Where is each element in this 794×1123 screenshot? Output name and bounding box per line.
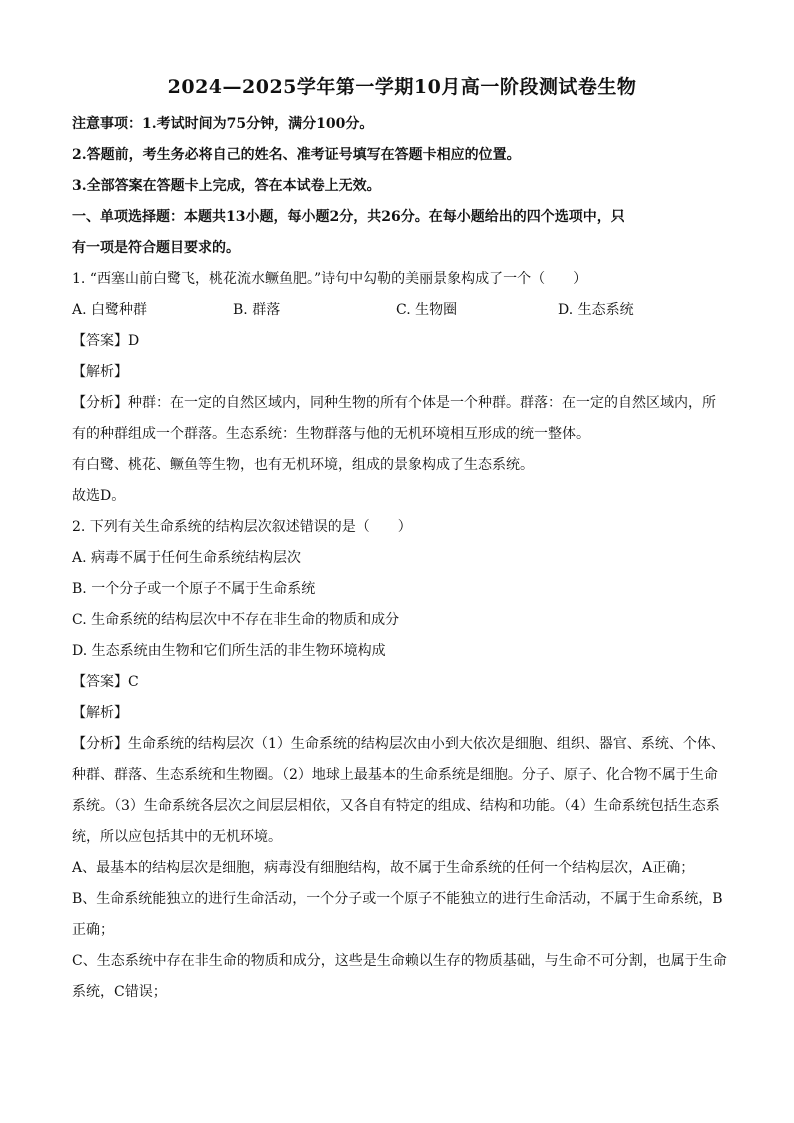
answer-label: 【答案】D — [72, 333, 140, 349]
option-b: B. 群落 — [233, 302, 281, 318]
question-1 — [72, 264, 732, 512]
page-title: 2024—2025学年第一学期10月高一阶段测试卷生物 — [167, 76, 637, 98]
analysis-line: 正确； — [72, 922, 114, 938]
notice-line-2: 2.答题前，考生务必将自己的姓名、准考证号填写在答题卡相应的位置。 — [72, 147, 521, 163]
analysis-label: 【解析】 — [72, 364, 128, 380]
analysis-line: 系统，C错误； — [72, 984, 167, 1000]
notice-line-1: 注意事项：1.考试时间为75分钟，满分100分。 — [72, 116, 374, 132]
analysis-line: B、生命系统能独立的进行生命活动，一个分子或一个原子不能独立的进行生命活动，不属于生命系统，B — [72, 891, 723, 907]
analysis-line: 【分析】种群：在一定的自然区域内，同种生物的所有个体是一个种群。群落：在一定的自然区域内，所 — [72, 395, 716, 411]
notice-line-3: 3.全部答案在答题卡上完成，答在本试卷上无效。 — [72, 178, 381, 194]
section-heading-line-1: 一、单项选择题：本题共13小题，每小题2分，共26分。在每小题给出的四个选项中，只 — [72, 209, 625, 225]
option-c: C. 生命系统的结构层次中不存在非生命的物质和成分 — [72, 612, 400, 628]
analysis-line: 【分析】生命系统的结构层次（1）生命系统的结构层次由小到大依次是细胞、组织、器官、系统、个体、 — [72, 736, 725, 752]
analysis-line: 系统。（3）生命系统各层次之间层层相依，又各自有特定的组成、结构和功能。（4）生命系统包括生态系 — [72, 798, 720, 814]
analysis-label: 【解析】 — [72, 705, 128, 721]
option-d: D. 生态系统由生物和它们所生活的非生物环境构成 — [72, 643, 386, 659]
option-c: C. 生物圈 — [396, 302, 458, 318]
option-a: A. 白鹭种群 — [72, 302, 148, 318]
analysis-line: 种群、群落、生态系统和生物圈。（2）地球上最基本的生命系统是细胞。分子、原子、化合物不属于生命 — [72, 767, 718, 783]
option-d: D. 生态系统 — [558, 302, 634, 318]
question-stem: 1. “西塞山前白鹭飞，桃花流水鳜鱼肥。”诗句中勾勒的美丽景象构成了一个（ ） — [72, 271, 588, 287]
analysis-line: C、生态系统中存在非生命的物质和成分，这些是生命赖以生存的物质基础，与生命不可分割，也属于生命 — [72, 953, 727, 969]
question-2 — [72, 512, 732, 1008]
analysis-line: 统，所以应包括其中的无机环境。 — [72, 829, 282, 845]
answer-label: 【答案】C — [72, 674, 139, 690]
question-stem: 2. 下列有关生命系统的结构层次叙述错误的是（ ） — [72, 519, 412, 535]
option-a: A. 病毒不属于任何生命系统结构层次 — [72, 550, 302, 566]
analysis-line: 故选D。 — [72, 488, 126, 504]
analysis-line: 有的种群组成一个群落。生态系统：生物群落与他的无机环境相互形成的统一整体。 — [72, 426, 590, 442]
section-heading-line-2: 有一项是符合题目要求的。 — [72, 240, 240, 256]
question-options — [72, 295, 732, 326]
option-b: B. 一个分子或一个原子不属于生命系统 — [72, 581, 316, 597]
analysis-line: A、最基本的结构层次是细胞，病毒没有细胞结构，故不属于生命系统的任何一个结构层次，A正确； — [72, 860, 695, 876]
analysis-line: 有白鹭、桃花、鳜鱼等生物，也有无机环境，组成的景象构成了生态系统。 — [72, 457, 534, 473]
exam-page — [72, 62, 732, 1008]
